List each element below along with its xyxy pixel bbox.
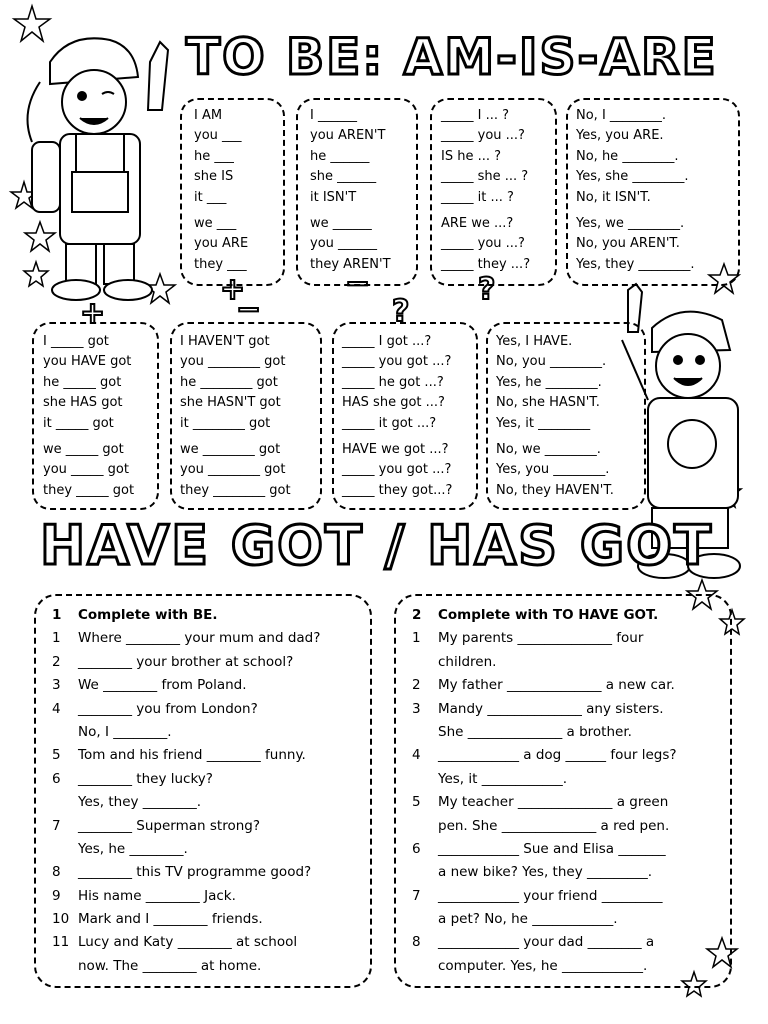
- have-negative-table: I HAVEN'T got you ________ got he ________ got she HASN'T got it ________ got we ________ got you ________ got they ________ got: [180, 334, 291, 498]
- exercise-item: 11 Lucy and Katy ________ at school: [52, 934, 298, 951]
- exercise-item: 3 Mandy ______________ any sisters.: [412, 700, 664, 717]
- exercise-item: now. The ________ at home.: [78, 957, 262, 974]
- exercise-item: 4 ________ you from London?: [52, 700, 258, 717]
- exercise-item: Yes, he ________.: [78, 840, 188, 857]
- exercise-item: 6 ____________ Sue and Elisa _______: [412, 840, 666, 857]
- have-question-table: _____ I got ...? _____ you got ...? _____ he got ...? HAS she got ...? _____ it got ...? HAVE we got ...? _____ you got ...? _____ they got...?: [342, 334, 453, 498]
- exercise-item: 5 Tom and his friend ________ funny.: [52, 747, 306, 764]
- question-symbol: ?: [392, 294, 410, 329]
- question-symbol: ?: [478, 272, 496, 307]
- be-short-answer-table: No, I ________. Yes, you ARE. No, he ________. Yes, she ________. No, it ISN'T. Yes, we ________. No, you AREN'T. Yes, they ________.: [576, 108, 695, 272]
- exercise-2: [412, 604, 677, 978]
- exercise-item: 7 ____________ your friend _________: [412, 887, 663, 904]
- exercise-1: [52, 604, 320, 978]
- exercise-item: 4 ____________ a dog ______ four legs?: [412, 747, 677, 764]
- exercise-item: She ______________ a brother.: [438, 723, 632, 740]
- exercise-item: 2 ________ your brother at school?: [52, 653, 294, 670]
- plus-symbol: +: [80, 296, 106, 331]
- exercise-item: 10 Mark and I ________ friends.: [52, 911, 263, 928]
- exercise-item: 8 ____________ your dad ________ a: [412, 934, 655, 951]
- girl-cartoon-icon: [10, 22, 185, 312]
- exercise-item: pen. She ______________ a red pen.: [438, 817, 670, 834]
- exercise-item: a new bike? Yes, they _________.: [438, 864, 653, 881]
- have-affirmative-table: I _____ got you HAVE got he _____ got she HAS got it _____ got we _____ got you _____ got they _____ got: [43, 334, 135, 498]
- exercise-item: 6 ________ they lucky?: [52, 770, 213, 787]
- exercise-item: 7 ________ Superman strong?: [52, 817, 261, 834]
- be-negative-table: I ______ you AREN'T he ______ she ______ it ISN'T we ______ you ______ they AREN'T: [310, 108, 391, 272]
- exercise-heading: 1 Complete with BE.: [52, 607, 218, 623]
- have-got-title: HAVE GOT / HAS GOT: [40, 514, 713, 577]
- have-short-answer-table: Yes, I HAVE. No, you ________. Yes, he ________. No, she HASN'T. Yes, it ________ No, we ________. Yes, you ________. No, they HAVEN'T.: [496, 334, 614, 498]
- minus-symbol: −: [345, 266, 371, 301]
- exercise-item: 1 My parents ______________ four: [412, 630, 644, 647]
- minus-symbol: −: [236, 292, 262, 327]
- be-affirmative-table: I AM you ___ he ___ she IS it ___ we ___ you ARE they ___: [194, 108, 249, 272]
- exercise-item: a pet? No, he ____________.: [438, 911, 618, 928]
- exercise-item: Yes, they ________.: [78, 794, 202, 811]
- exercise-item: No, I ________.: [78, 723, 172, 740]
- exercise-item: 8 ________ this TV programme good?: [52, 864, 312, 881]
- exercise-item: 9 His name ________ Jack.: [52, 887, 236, 904]
- be-question-table: _____ I ... ? _____ you ...? IS he ... ? _____ she ... ? _____ it ... ? ARE we ...? _____ you ...? _____ they ...?: [441, 108, 531, 272]
- exercise-item: 3 We ________ from Poland.: [52, 677, 247, 694]
- exercise-item: 5 My teacher ______________ a green: [412, 794, 669, 811]
- exercise-item: 1 Where ________ your mum and dad?: [52, 630, 321, 647]
- exercise-item: 2 My father ______________ a new car.: [412, 677, 675, 694]
- plus-symbol: +: [220, 272, 246, 307]
- exercise-heading: 2 Complete with TO HAVE GOT.: [412, 607, 659, 623]
- exercise-item: children.: [438, 653, 497, 670]
- to-be-title: TO BE: AM-IS-ARE: [186, 28, 718, 86]
- exercise-item: Yes, it ____________.: [438, 770, 568, 787]
- exercise-item: computer. Yes, he ____________.: [438, 957, 648, 974]
